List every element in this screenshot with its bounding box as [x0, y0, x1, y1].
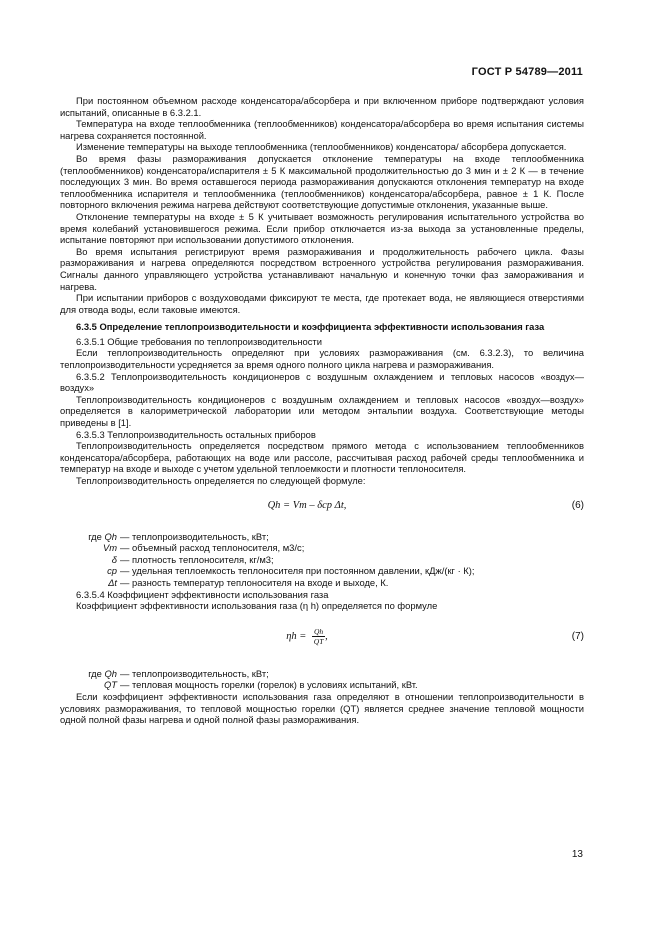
formula-6-number: (6): [571, 499, 584, 511]
formula-7-fraction: [312, 627, 325, 646]
where-label: где: [88, 667, 102, 679]
paragraph: При испытании приборов с воздуховодами фиксируют те места, где протекает вода, не являющиеся отверстиями для отвода воды, если таковые имеются.: [60, 292, 584, 315]
definition-symbol: QT: [103, 679, 117, 691]
document-body: [60, 95, 584, 726]
formula-6: [60, 497, 584, 515]
paragraph: Во время фазы размораживания допускается отклонение температуры на входе теплообменника (теплообменников) конденсатора/испарителя ± 5 К максимальной продолжительностью до 3 мин и ± 2 К — в течение последующих 3 мин. Во время оставшегося периода размораживания допускаются отклонения температур на входе теплообменника испарителя и теплообменника (теплообменников) конденсатора/абсорбера, равное ± 1 К. После повторного включения режима нагрева действуют соответствующие допустимые отклонения, указанные выше.: [60, 152, 584, 211]
paragraph: Изменение температуры на выходе теплообменника (теплообменников) конденсатора/ абсорбера допускается.: [76, 141, 567, 153]
formula-7-expression: [60, 627, 554, 646]
definition-symbol: где Qh: [88, 530, 117, 542]
where-label: где: [88, 530, 102, 542]
definition-symbol: Vm: [102, 542, 117, 554]
subsection-heading: 6.3.5.1 Общие требования по теплопроизводительности: [76, 335, 322, 347]
formula-7-number: (7): [571, 630, 584, 642]
paragraph: Температура на входе теплообменника (теплообменников) конденсатора/абсорбера во время испытания системы нагрева сохраняется постоянной.: [60, 118, 584, 141]
document-header: ГОСТ Р 54789—2011: [471, 66, 583, 78]
definition-text: — разность температур теплоносителя на входе и выходе, К.: [120, 576, 389, 588]
definition-row: [60, 531, 584, 543]
paragraph: Коэффициент эффективности использования газа (η h) определяется по формуле: [76, 600, 438, 612]
definition-symbol: cp: [107, 565, 117, 577]
definition-symbol: δ: [111, 553, 117, 565]
definition-text: — теплопроизводительность, кВт;: [120, 667, 269, 679]
definition-row: [60, 542, 584, 554]
paragraph: При постоянном объемном расходе конденсатора/абсорбера и при включенном приборе подтверждают условия испытаний, описанные в 6.3.2.1.: [60, 95, 584, 118]
paragraph: Отклонение температуры на входе ± 5 К учитывает возможность регулирования испытательного устройства во время колебаний установившегося режима. Если прибор отключается из-за выхода за установленные пределы, испытание повторяют при использовании допустимого отклонения.: [60, 210, 584, 246]
definition-row: [60, 577, 584, 589]
definition-text: — удельная теплоемкость теплоносителя при постоянном давлении, кДж/(кг · К);: [120, 565, 475, 577]
subsection-heading: 6.3.5.2 Теплопроизводительность кондиционеров с воздушным охлаждением и тепловых насосов «воздух—воздух»: [60, 370, 584, 394]
formula-7-lhs: ηh =: [286, 631, 307, 643]
formula-7: [60, 628, 584, 646]
formula-7-definitions: [60, 668, 584, 691]
paragraph: Если коэффициент эффективности использования газа определяют в отношении теплопроизводительности в условиях размораживания, то тепловой мощностью горелки (QT) является среднее значение тепловой мощности одной полной фазы нагрева и одной полной фазы размораживания.: [60, 690, 584, 726]
formula-6-definitions: [60, 531, 584, 589]
formula-7-denominator: QT: [313, 637, 324, 647]
definition-text: — объемный расход теплоносителя, м3/с;: [120, 542, 305, 554]
definition-text: — тепловая мощность горелки (горелок) в условиях испытаний, кВт.: [120, 679, 418, 691]
paragraph: Теплопроизводительность определяется по следующей формуле:: [76, 475, 366, 486]
formula-6-expression: Qh = Vm – δcp Δt,: [267, 499, 347, 511]
paragraph: Во время испытания регистрируют время размораживания и продолжительность рабочего цикла. Фазы размораживания и нагрева определяются посредством встроенного устройства регулирования размораживания. Сигналы данного управляющего устройства устанавливают начальную и конечную точки фаз замораживания и нагрева.: [60, 245, 584, 292]
subsection-heading: 6.3.5.3 Теплопроизводительность остальных приборов: [76, 428, 316, 440]
formula-7-numerator: Qh: [314, 627, 324, 637]
section-title: 6.3.5 Определение теплопроизводительности и коэффициента эффективности использования газа: [76, 321, 545, 333]
paragraph: Теплопроизводительность определяется посредством прямого метода с использованием теплообменников конденсатора/абсорбера, работающих на воде или рассоле, рассчитывая расход рабочей среды теплообменника и температур на входе и выходе с учетом удельной теплоемкости и плотности теплоносителя.: [60, 440, 584, 475]
definition-symbol: где Qh: [88, 667, 117, 679]
definition-row: [60, 668, 584, 680]
subsection-heading: 6.3.5.4 Коэффициент эффективности использования газа: [76, 588, 329, 600]
paragraph: Если теплопроизводительность определяют при условиях размораживания (см. 6.3.2.3), то величина теплопроизводительности усредняется за время одного полного цикла нагрева и размораживания.: [60, 347, 584, 371]
definition-text: — плотность теплоносителя, кг/м3;: [120, 553, 274, 565]
paragraph: Теплопроизводительность кондиционеров с воздушным охлаждением и тепловых насосов «воздух—воздух» определяется в калориметрической лаборатории или методом энтальпии воздуха. Соответствующие методы приведены в [1].: [60, 393, 584, 429]
definition-row: [60, 679, 584, 691]
definition-text: — теплопроизводительность, кВт;: [120, 530, 269, 542]
formula-7-tail: ,: [325, 631, 328, 643]
page-number: 13: [571, 849, 583, 860]
definition-symbol: Δt: [108, 576, 117, 588]
definition-row: [60, 554, 584, 566]
definition-row: [60, 565, 584, 577]
